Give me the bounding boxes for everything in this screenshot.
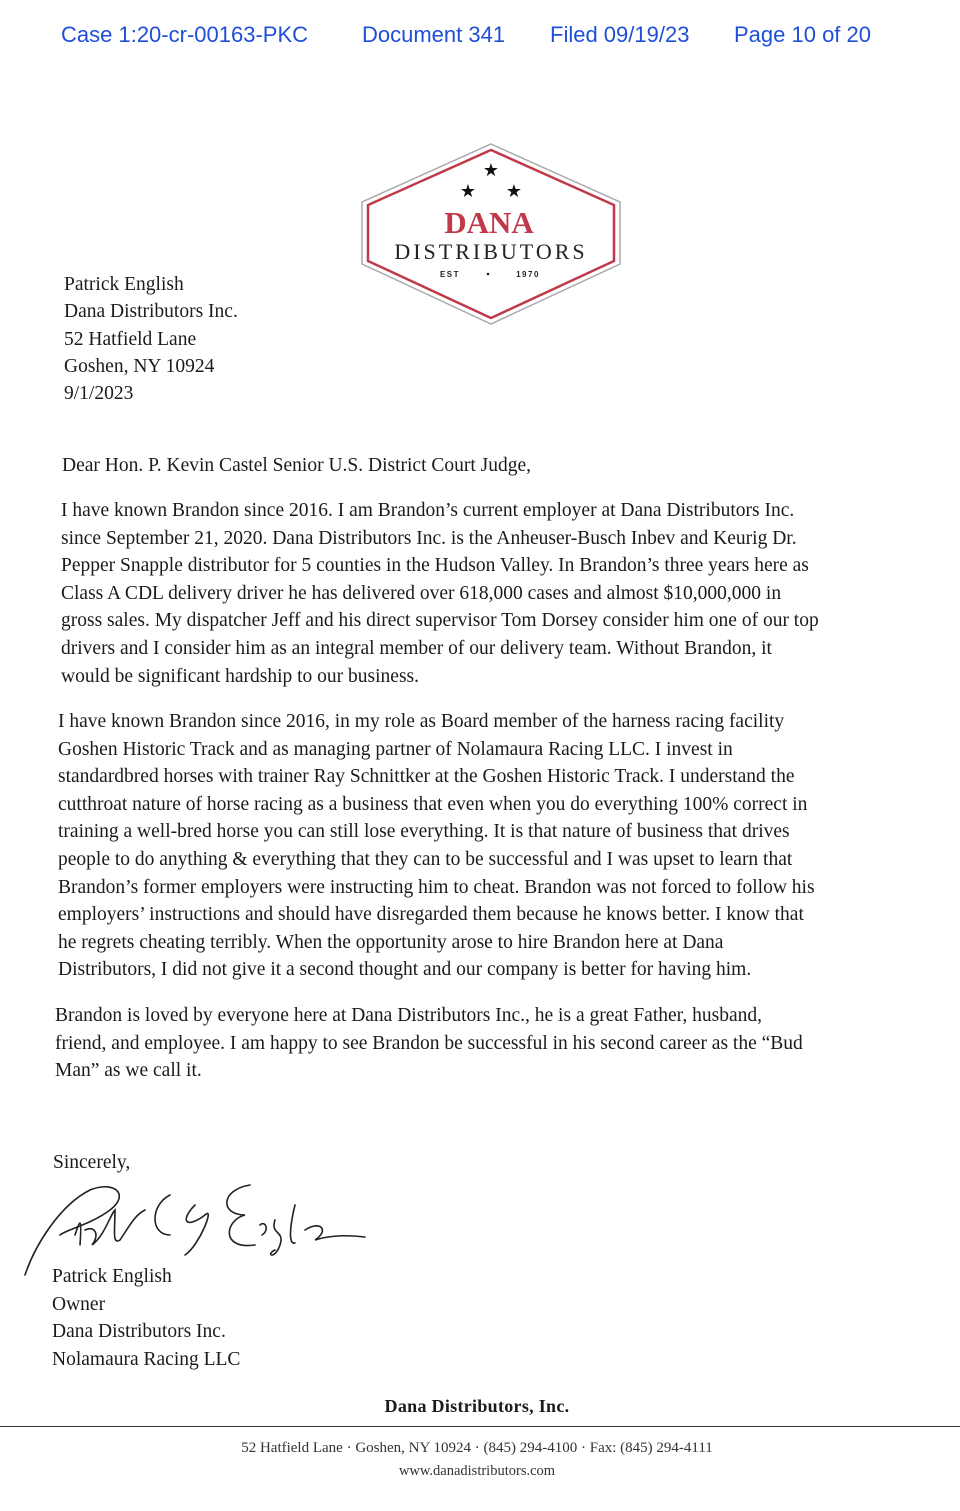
sender-line: 52 Hatfield Lane: [64, 328, 197, 350]
paragraph-2-line: standardbred horses with trainer Ray Schnittker at the Goshen Historic Track. I understand the: [58, 766, 795, 788]
paragraph-1-line: since September 21, 2020. Dana Distributors Inc. is the Anheuser-Busch Inbev and Keurig Dr.: [61, 527, 797, 549]
footer-website: www.danadistributors.com: [398, 1463, 556, 1479]
signoff-line: Patrick English: [52, 1266, 172, 1287]
paragraph-2-line: training a well-bred horse you can still lose everything. It is that nature of business that drives: [58, 821, 790, 843]
salutation: Dear Hon. P. Kevin Castel Senior U.S. District Court Judge,: [62, 455, 532, 476]
document-number: Document 341: [362, 22, 506, 47]
svg-text:DANA: DANA: [444, 205, 534, 240]
signoff-line: Owner: [52, 1293, 106, 1315]
closing: Sincerely,: [53, 1152, 131, 1173]
svg-text:DISTRIBUTORS: DISTRIBUTORS: [394, 239, 588, 264]
paragraph-2-line: employers’ instructions and should have disregarded them because he knows better. I know that: [58, 904, 804, 926]
svg-text:EST: EST: [439, 270, 461, 279]
sender-line: Patrick English: [64, 274, 184, 295]
footer-divider: [0, 1426, 960, 1427]
paragraph-2-line: I have known Brandon since 2016, in my role as Board member of the harness racing facility: [58, 711, 785, 732]
svg-text:★: ★: [459, 181, 477, 201]
footer-company: Dana Distributors, Inc.: [384, 1396, 570, 1416]
paragraph-2-line: people to do anything & everything that they can to be successful and I was upset to learn that: [58, 849, 793, 870]
paragraph-3-line: Man” as we call it.: [55, 1060, 202, 1082]
paragraph-1-line: Class A CDL delivery driver he has delivered over 618,000 cases and almost $10,000,000 in: [61, 582, 782, 604]
sender-line: Goshen, NY 10924: [64, 355, 215, 377]
paragraph-1-line: drivers and I consider him as an integral member of our delivery team. Without Brandon, it: [61, 638, 772, 659]
paragraph-2-line: Distributors, I did not give it a second thought and our company is better for having him.: [58, 959, 752, 981]
svg-text:★: ★: [505, 181, 523, 201]
filed-date: Filed 09/19/23: [550, 22, 690, 47]
paragraph-1-line: gross sales. My dispatcher Jeff and his direct supervisor Tom Dorsey consider him one of our top: [61, 610, 819, 632]
paragraph-2-line: Brandon’s former employers were instructing him to cheat. Brandon was not forced to follow his: [58, 876, 815, 898]
company-logo: [358, 140, 624, 328]
footer-address: 52 Hatfield Lane · Goshen, NY 10924 · (845) 294-4100 · Fax: (845) 294-4111: [241, 1440, 713, 1456]
paragraph-2-line: he regrets cheating terribly. When the opportunity arose to hire Brandon here at Dana: [58, 931, 724, 953]
paragraph-1-line: would be significant hardship to our business.: [61, 665, 419, 687]
paragraph-2-line: cutthroat nature of horse racing as a business that even when you do everything 100% correct in: [58, 793, 808, 815]
page-number: Page 10 of 20: [734, 22, 872, 47]
paragraph-1-line: Pepper Snapple distributor for 5 counties in the Hudson Valley. In Brandon’s three years here as: [61, 555, 809, 577]
signoff-line: Dana Distributors Inc.: [52, 1321, 226, 1343]
sender-line: 9/1/2023: [64, 383, 134, 405]
paragraph-3-line: friend, and employee. I am happy to see Brandon be successful in his second career as the “Bud: [55, 1032, 803, 1054]
svg-text:★: ★: [482, 160, 500, 180]
sender-line: Dana Distributors Inc.: [64, 301, 238, 323]
signoff-line: Nolamaura Racing LLC: [52, 1348, 241, 1370]
paragraph-2-line: Goshen Historic Track and as managing partner of Nolamaura Racing LLC. I invest in: [58, 738, 733, 760]
paragraph-3-line: Brandon is loved by everyone here at Dana Distributors Inc., he is a great Father, husband,: [55, 1005, 762, 1026]
case-number: Case 1:20-cr-00163-PKC: [61, 22, 309, 47]
paragraph-1-line: I have known Brandon since 2016. I am Brandon’s current employer at Dana Distributors Inc.: [61, 500, 795, 521]
svg-text:1970: 1970: [516, 270, 540, 279]
